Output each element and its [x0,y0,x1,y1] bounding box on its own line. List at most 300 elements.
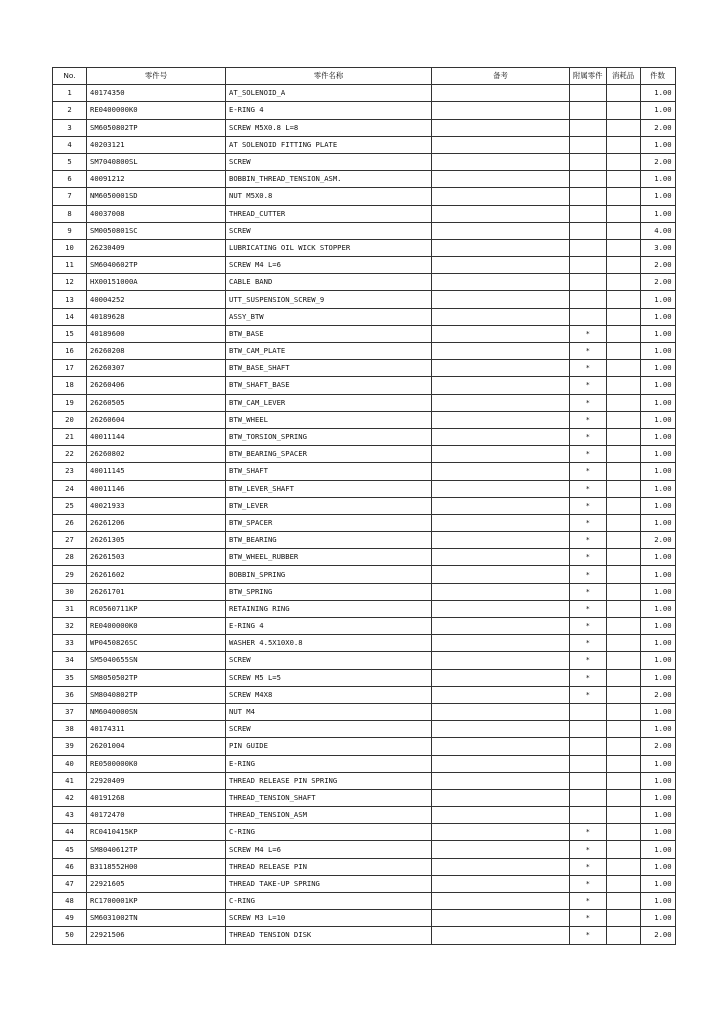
cell-part-name: BTW_BEARING [226,532,432,549]
table-row [53,411,676,428]
cell-consumable [606,239,640,256]
cell-consumable [606,910,640,927]
cell-consumable [606,171,640,188]
table-row [53,755,676,772]
cell-qty: 2.00 [640,738,675,755]
header-part-no: 零件号 [87,68,226,85]
cell-qty: 1.00 [640,772,675,789]
cell-qty: 1.00 [640,85,675,102]
cell-part-no: SM8050502TP [87,669,226,686]
cell-consumable [606,274,640,291]
cell-attached [570,239,607,256]
cell-part-name: LUBRICATING OIL WICK STOPPER [226,239,432,256]
cell-qty: 1.00 [640,875,675,892]
table-row [53,893,676,910]
table-row [53,325,676,342]
cell-qty: 1.00 [640,583,675,600]
cell-remark [432,463,570,480]
header-remark: 备考 [432,68,570,85]
cell-part-no: SM6031002TN [87,910,226,927]
table-row [53,222,676,239]
table-row [53,205,676,222]
cell-qty: 1.00 [640,893,675,910]
cell-consumable [606,85,640,102]
cell-no: 45 [53,841,87,858]
cell-qty: 1.00 [640,308,675,325]
cell-remark [432,446,570,463]
cell-attached [570,171,607,188]
cell-part-name: THREAD_TENSION_SHAFT [226,789,432,806]
cell-no: 19 [53,394,87,411]
cell-part-name: BOBBIN_THREAD_TENSION_ASM. [226,171,432,188]
cell-part-name: SCREW [226,652,432,669]
cell-remark [432,222,570,239]
cell-part-name: BTW_BEARING_SPACER [226,446,432,463]
cell-remark [432,532,570,549]
cell-consumable [606,360,640,377]
cell-part-no: 40191268 [87,789,226,806]
table-row [53,875,676,892]
cell-part-no: 40011146 [87,480,226,497]
cell-qty: 1.00 [640,652,675,669]
cell-consumable [606,411,640,428]
cell-part-no: 40004252 [87,291,226,308]
cell-part-no: SM8040802TP [87,686,226,703]
cell-remark [432,652,570,669]
cell-attached: * [570,566,607,583]
table-row [53,85,676,102]
cell-remark [432,514,570,531]
cell-part-name: AT_SOLENOID_A [226,85,432,102]
cell-part-name: SCREW M4X8 [226,686,432,703]
cell-remark [432,566,570,583]
cell-no: 13 [53,291,87,308]
table-row [53,807,676,824]
cell-attached: * [570,480,607,497]
cell-qty: 2.00 [640,119,675,136]
cell-no: 28 [53,549,87,566]
cell-part-name: BTW_CAM_PLATE [226,343,432,360]
cell-no: 31 [53,600,87,617]
cell-consumable [606,188,640,205]
cell-part-name: WASHER 4.5X10X0.8 [226,635,432,652]
cell-part-no: RC0560711KP [87,600,226,617]
table-row [53,291,676,308]
cell-part-no: 22921605 [87,875,226,892]
cell-attached: * [570,875,607,892]
cell-part-no: 26260208 [87,343,226,360]
cell-attached: * [570,532,607,549]
table-row [53,841,676,858]
cell-qty: 2.00 [640,274,675,291]
cell-no: 12 [53,274,87,291]
cell-qty: 1.00 [640,566,675,583]
cell-part-name: SCREW M4 L=6 [226,841,432,858]
cell-remark [432,497,570,514]
cell-no: 38 [53,721,87,738]
cell-qty: 1.00 [640,858,675,875]
cell-part-no: RE0500000K0 [87,755,226,772]
cell-remark [432,875,570,892]
cell-attached: * [570,463,607,480]
cell-no: 9 [53,222,87,239]
cell-remark [432,188,570,205]
cell-part-name: SCREW [226,222,432,239]
cell-part-no: 26260505 [87,394,226,411]
table-row [53,360,676,377]
cell-remark [432,618,570,635]
cell-remark [432,600,570,617]
cell-remark [432,205,570,222]
header-part-name: 零件名称 [226,68,432,85]
table-row [53,343,676,360]
cell-no: 7 [53,188,87,205]
cell-qty: 4.00 [640,222,675,239]
table-row [53,686,676,703]
cell-qty: 2.00 [640,153,675,170]
table-row [53,600,676,617]
cell-qty: 1.00 [640,205,675,222]
cell-part-no: 40189600 [87,325,226,342]
table-row [53,789,676,806]
table-row [53,532,676,549]
cell-part-name: UTT_SUSPENSION_SCREW_9 [226,291,432,308]
cell-attached: * [570,635,607,652]
cell-part-name: THREAD RELEASE PIN SPRING [226,772,432,789]
cell-part-name: THREAD TAKE-UP SPRING [226,875,432,892]
cell-remark [432,274,570,291]
cell-part-name: C-RING [226,893,432,910]
cell-no: 10 [53,239,87,256]
header-attached: 附属零件 [570,68,607,85]
cell-remark [432,686,570,703]
cell-qty: 1.00 [640,910,675,927]
cell-qty: 1.00 [640,789,675,806]
cell-part-no: 26260802 [87,446,226,463]
cell-part-name: SCREW [226,721,432,738]
cell-attached: * [570,514,607,531]
cell-attached [570,119,607,136]
cell-remark [432,102,570,119]
cell-consumable [606,635,640,652]
cell-attached: * [570,325,607,342]
cell-attached: * [570,497,607,514]
cell-part-no: 40203121 [87,136,226,153]
cell-part-no: SM0050801SC [87,222,226,239]
table-row [53,703,676,720]
cell-consumable [606,583,640,600]
cell-part-no: 40037008 [87,205,226,222]
cell-remark [432,480,570,497]
cell-no: 29 [53,566,87,583]
cell-part-no: NM6050001SD [87,188,226,205]
cell-part-no: 40174311 [87,721,226,738]
cell-no: 11 [53,257,87,274]
cell-qty: 2.00 [640,686,675,703]
cell-attached: * [570,360,607,377]
cell-remark [432,583,570,600]
cell-part-no: RE0400000K0 [87,102,226,119]
cell-remark [432,153,570,170]
cell-part-name: THREAD RELEASE PIN [226,858,432,875]
cell-qty: 1.00 [640,394,675,411]
cell-part-name: THREAD TENSION DISK [226,927,432,944]
table-row [53,274,676,291]
table-row [53,102,676,119]
cell-remark [432,755,570,772]
cell-attached [570,703,607,720]
cell-no: 1 [53,85,87,102]
cell-attached [570,721,607,738]
cell-consumable [606,600,640,617]
cell-consumable [606,153,640,170]
cell-remark [432,721,570,738]
cell-consumable [606,497,640,514]
cell-qty: 1.00 [640,428,675,445]
cell-part-no: 22920409 [87,772,226,789]
cell-no: 37 [53,703,87,720]
table-row [53,171,676,188]
cell-qty: 1.00 [640,377,675,394]
cell-consumable [606,652,640,669]
cell-part-name: BTW_SHAFT [226,463,432,480]
table-row [53,239,676,256]
cell-remark [432,927,570,944]
cell-part-no: 26261206 [87,514,226,531]
cell-part-name: THREAD_CUTTER [226,205,432,222]
cell-qty: 1.00 [640,635,675,652]
cell-consumable [606,428,640,445]
cell-consumable [606,343,640,360]
cell-remark [432,343,570,360]
cell-no: 48 [53,893,87,910]
cell-part-name: C-RING [226,824,432,841]
cell-qty: 2.00 [640,257,675,274]
cell-no: 26 [53,514,87,531]
header-qty: 件数 [640,68,675,85]
table-row [53,394,676,411]
cell-qty: 1.00 [640,755,675,772]
cell-part-name: BTW_LEVER [226,497,432,514]
cell-attached [570,136,607,153]
cell-attached [570,85,607,102]
cell-part-no: B3118552H00 [87,858,226,875]
cell-attached: * [570,343,607,360]
cell-consumable [606,446,640,463]
cell-attached: * [570,583,607,600]
cell-part-name: SCREW M4 L=6 [226,257,432,274]
table-row [53,669,676,686]
cell-part-no: RC1700001KP [87,893,226,910]
cell-consumable [606,721,640,738]
cell-no: 23 [53,463,87,480]
cell-consumable [606,325,640,342]
cell-attached [570,789,607,806]
cell-attached [570,274,607,291]
cell-consumable [606,377,640,394]
cell-remark [432,239,570,256]
cell-part-name: BTW_SPACER [226,514,432,531]
cell-no: 18 [53,377,87,394]
cell-qty: 1.00 [640,497,675,514]
cell-qty: 2.00 [640,927,675,944]
cell-no: 17 [53,360,87,377]
cell-part-name: BTW_WHEEL_RUBBER [226,549,432,566]
cell-qty: 1.00 [640,480,675,497]
table-row [53,824,676,841]
table-row [53,772,676,789]
cell-no: 32 [53,618,87,635]
cell-no: 30 [53,583,87,600]
cell-part-name: BOBBIN_SPRING [226,566,432,583]
cell-part-name: SCREW M5X0.8 L=8 [226,119,432,136]
cell-consumable [606,772,640,789]
cell-qty: 1.00 [640,669,675,686]
cell-part-no: 26260406 [87,377,226,394]
cell-attached: * [570,893,607,910]
cell-part-no: 26230409 [87,239,226,256]
cell-consumable [606,222,640,239]
cell-part-name: BTW_WHEEL [226,411,432,428]
cell-part-no: 40189628 [87,308,226,325]
table-row [53,652,676,669]
cell-consumable [606,102,640,119]
cell-no: 5 [53,153,87,170]
cell-remark [432,893,570,910]
table-body [53,85,676,944]
cell-consumable [606,755,640,772]
cell-attached: * [570,446,607,463]
cell-part-no: 40021933 [87,497,226,514]
cell-part-no: 26261305 [87,532,226,549]
cell-consumable [606,549,640,566]
cell-attached [570,153,607,170]
table-row [53,635,676,652]
cell-remark [432,789,570,806]
cell-no: 25 [53,497,87,514]
cell-consumable [606,566,640,583]
cell-remark [432,394,570,411]
cell-consumable [606,257,640,274]
cell-remark [432,291,570,308]
cell-no: 20 [53,411,87,428]
cell-part-no: NM6040000SN [87,703,226,720]
cell-qty: 3.00 [640,239,675,256]
cell-consumable [606,514,640,531]
cell-attached: * [570,394,607,411]
cell-attached: * [570,841,607,858]
cell-consumable [606,618,640,635]
cell-part-name: BTW_TORSION_SPRING [226,428,432,445]
cell-consumable [606,858,640,875]
cell-consumable [606,807,640,824]
cell-attached: * [570,600,607,617]
cell-remark [432,910,570,927]
cell-qty: 1.00 [640,463,675,480]
cell-attached [570,257,607,274]
cell-part-no: 22921506 [87,927,226,944]
cell-remark [432,738,570,755]
cell-qty: 1.00 [640,446,675,463]
cell-remark [432,377,570,394]
cell-qty: 1.00 [640,618,675,635]
cell-part-no: 26201004 [87,738,226,755]
cell-no: 43 [53,807,87,824]
cell-consumable [606,205,640,222]
cell-attached [570,188,607,205]
cell-no: 40 [53,755,87,772]
cell-remark [432,635,570,652]
cell-part-no: SM8040612TP [87,841,226,858]
cell-attached: * [570,669,607,686]
cell-qty: 1.00 [640,171,675,188]
cell-consumable [606,480,640,497]
cell-consumable [606,136,640,153]
cell-attached [570,807,607,824]
cell-qty: 1.00 [640,841,675,858]
table-row [53,308,676,325]
cell-no: 16 [53,343,87,360]
cell-part-no: 40011145 [87,463,226,480]
cell-remark [432,85,570,102]
cell-part-no: 26261602 [87,566,226,583]
cell-attached [570,222,607,239]
cell-consumable [606,738,640,755]
table-row [53,583,676,600]
cell-attached: * [570,910,607,927]
cell-no: 15 [53,325,87,342]
table-row [53,446,676,463]
cell-attached [570,291,607,308]
cell-remark [432,136,570,153]
cell-part-no: SM7040800SL [87,153,226,170]
cell-no: 46 [53,858,87,875]
cell-part-no: WP0450826SC [87,635,226,652]
cell-no: 41 [53,772,87,789]
cell-qty: 1.00 [640,514,675,531]
cell-no: 50 [53,927,87,944]
cell-qty: 1.00 [640,188,675,205]
cell-no: 47 [53,875,87,892]
cell-no: 44 [53,824,87,841]
cell-part-name: BTW_SPRING [226,583,432,600]
parts-list-table [52,67,676,945]
cell-consumable [606,463,640,480]
cell-part-name: NUT M5X0.8 [226,188,432,205]
cell-attached: * [570,652,607,669]
cell-no: 34 [53,652,87,669]
cell-part-name: E-RING 4 [226,102,432,119]
cell-no: 3 [53,119,87,136]
cell-consumable [606,893,640,910]
cell-consumable [606,669,640,686]
cell-attached [570,738,607,755]
table-row [53,549,676,566]
cell-qty: 1.00 [640,600,675,617]
cell-consumable [606,875,640,892]
cell-attached [570,308,607,325]
table-row [53,721,676,738]
cell-part-name: BTW_BASE_SHAFT [226,360,432,377]
cell-attached: * [570,428,607,445]
cell-part-no: 26261503 [87,549,226,566]
cell-part-no: 40011144 [87,428,226,445]
cell-qty: 1.00 [640,360,675,377]
table-row [53,153,676,170]
cell-no: 35 [53,669,87,686]
table-row [53,377,676,394]
cell-no: 4 [53,136,87,153]
